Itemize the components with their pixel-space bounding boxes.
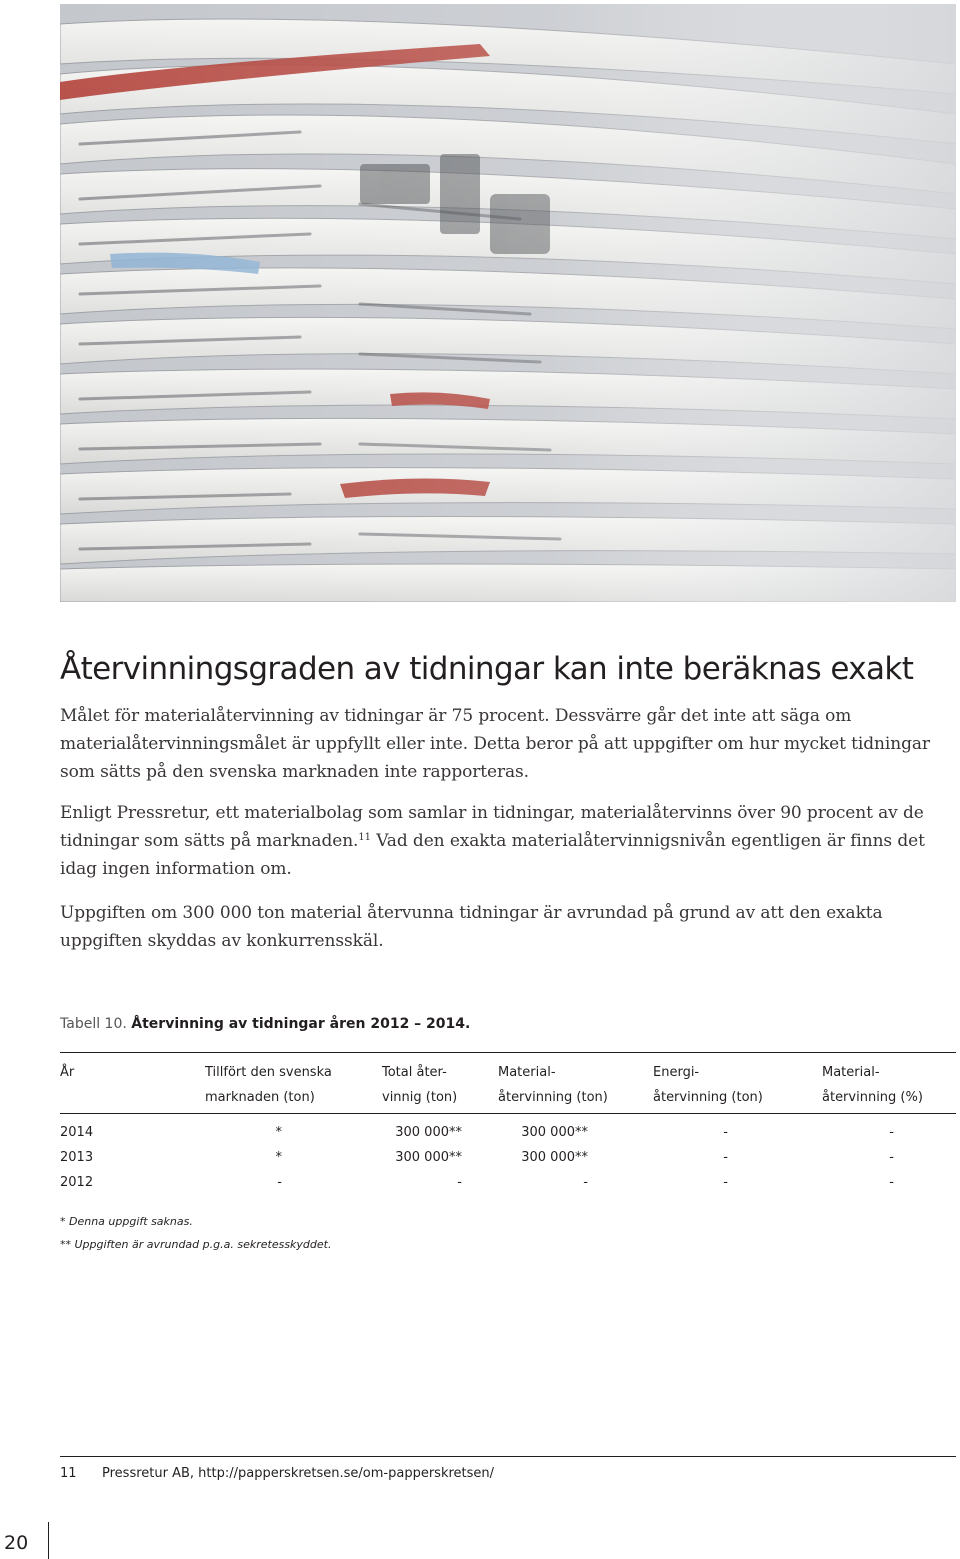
- header-total-recycling-line2: vinnig (ton): [382, 1090, 458, 1105]
- cell-material-ton: 300 000**: [521, 1150, 588, 1165]
- header-year-line1: År: [60, 1065, 75, 1080]
- newspaper-stack-illustration: [60, 4, 956, 602]
- endnote-text: Pressretur AB, http://papperskretsen.se/om-papperskretsen/: [102, 1466, 495, 1481]
- paragraph-pressretur-text: Enligt Pressretur, ett materialbolag som samlar in tidningar, materialåtervinns över 90 procent av de tidningar som sätts på marknaden.: [60, 803, 924, 851]
- paragraph-rounding-note: Uppgiften om 300 000 ton material återvunna tidningar är avrundad på grund av att den exakta uppgiften skyddas av konkurrensskäl.: [60, 903, 883, 951]
- header-material-recycling-ton: [498, 1060, 608, 1110]
- table-header-rule: [60, 1113, 956, 1114]
- header-material-recycling-pct-line1: Material-: [822, 1065, 880, 1080]
- cell-total: 300 000**: [395, 1150, 462, 1165]
- endnote-rule: [60, 1456, 956, 1457]
- section-heading: Återvinningsgraden av tidningar kan inte beräknas exakt: [60, 651, 914, 687]
- table-top-rule: [60, 1052, 956, 1053]
- paragraph-pressretur: [60, 799, 950, 883]
- table-row: [60, 1125, 956, 1147]
- newspaper-stack-photo: [60, 4, 956, 602]
- header-material-recycling-pct: [822, 1060, 923, 1110]
- header-total-recycling: [382, 1060, 457, 1110]
- header-total-recycling-line1: Total åter-: [382, 1065, 447, 1080]
- header-energy-recycling-line2: återvinning (ton): [653, 1090, 763, 1105]
- cell-total: 300 000**: [395, 1125, 462, 1140]
- header-energy-recycling: [653, 1060, 763, 1110]
- cell-energy: -: [723, 1125, 728, 1140]
- cell-material-pct: -: [889, 1150, 894, 1165]
- endnote-number: 11: [60, 1466, 77, 1481]
- footnote-rounded: ** Uppgiften är avrundad p.g.a. sekretesskyddet.: [60, 1238, 332, 1251]
- cell-total: -: [457, 1175, 462, 1190]
- header-material-recycling-pct-line2: återvinning (%): [822, 1090, 923, 1105]
- endnote-reference: 11: [358, 832, 371, 843]
- cell-supplied: -: [277, 1175, 282, 1190]
- cell-energy: -: [723, 1175, 728, 1190]
- cell-supplied: *: [275, 1125, 282, 1140]
- table-caption-title: Återvinning av tidningar åren 2012 – 2014.: [131, 1016, 471, 1032]
- header-supplied-line1: Tillfört den svenska: [205, 1065, 332, 1080]
- header-supplied: [205, 1060, 332, 1110]
- table-caption: [60, 1016, 470, 1032]
- cell-energy: -: [723, 1150, 728, 1165]
- cell-year: 2012: [60, 1175, 94, 1190]
- table-row: [60, 1175, 956, 1197]
- paragraph-recycling-goal: Målet för materialåtervinning av tidningar är 75 procent. Dessvärre går det inte att säga om materialåtervinningsmålet är uppfyllt eller inte. Detta beror på att uppgifter om hur mycket tidningar som sätts på den svenska marknaden inte rapporteras.: [60, 706, 930, 782]
- header-material-recycling-ton-line2: återvinning (ton): [498, 1090, 608, 1105]
- table-row: [60, 1150, 956, 1172]
- cell-material-pct: -: [889, 1125, 894, 1140]
- table-caption-label: Tabell 10.: [60, 1016, 127, 1032]
- header-year: [60, 1060, 74, 1085]
- cell-year: 2014: [60, 1125, 94, 1140]
- page-number: 20: [4, 1532, 29, 1554]
- endnote: [60, 1466, 494, 1481]
- paragraph-pressretur-text-cont: Vad den exakta materialåtervinnigsnivån egentligen är finns det idag ingen information om.: [60, 831, 925, 879]
- cell-material-ton: -: [583, 1175, 588, 1190]
- cell-year: 2013: [60, 1150, 94, 1165]
- table-footnotes: [60, 1210, 331, 1256]
- page-number-bar: [48, 1522, 49, 1559]
- cell-supplied: *: [275, 1150, 282, 1165]
- footnote-missing: * Denna uppgift saknas.: [60, 1215, 193, 1228]
- header-material-recycling-ton-line1: Material-: [498, 1065, 556, 1080]
- header-supplied-line2: marknaden (ton): [205, 1090, 315, 1105]
- header-energy-recycling-line1: Energi-: [653, 1065, 700, 1080]
- cell-material-pct: -: [889, 1175, 894, 1190]
- cell-material-ton: 300 000**: [521, 1125, 588, 1140]
